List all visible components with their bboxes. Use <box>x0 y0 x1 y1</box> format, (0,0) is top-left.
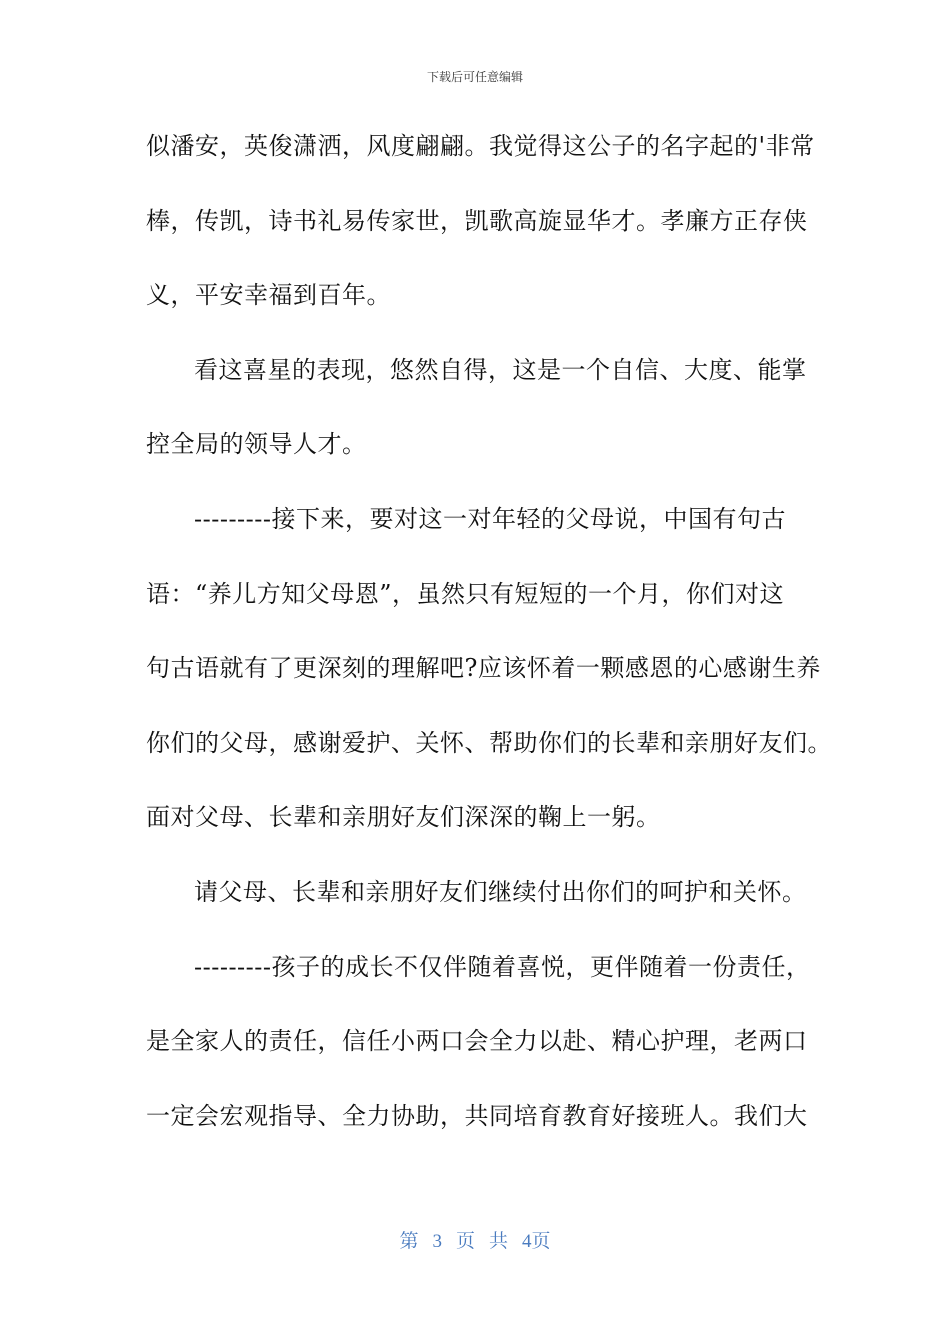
text-line: 棒，传凯，诗书礼易传家世，凯歌高旋显华才。孝廉方正存侠 <box>146 206 808 235</box>
text-line: 似潘安，英俊潇洒，风度翩翩。我觉得这公子的名字起的'非常 <box>146 132 815 160</box>
text-line: 控全局的领导人才。 <box>146 430 367 459</box>
current-page-number: 3 <box>432 1231 442 1252</box>
text-line: 一定会宏观指导、全力协助，共同培育教育好接班人。我们大 <box>146 1101 808 1130</box>
text-line: 句古语就有了更深刻的理解吧?应该怀着一颗感恩的心感谢生养 <box>146 654 821 683</box>
paragraph-start-line: 请父母、长辈和亲朋好友们继续付出你们的呵护和关怀。 <box>194 877 807 906</box>
footer-label-ye: 页 <box>455 1231 475 1252</box>
paragraph-start-line: ---------孩子的成长不仅伴随着喜悦，更伴随着一份责任， <box>194 952 811 981</box>
footer-label-di: 第 <box>399 1231 419 1252</box>
footer-label-gong: 共 <box>489 1231 509 1252</box>
document-body <box>146 126 832 1170</box>
header-note: 下载后可任意编辑 <box>426 70 523 84</box>
text-line: 是全家人的责任，信任小两口会全力以赴、精心护理，老两口 <box>146 1027 808 1056</box>
paragraph-start-line: ---------接下来，要对这一对年轻的父母说，中国有句古 <box>194 504 786 533</box>
paragraph-start-line: 看这喜星的表现，悠然自得，这是一个自信、大度、能掌 <box>194 355 807 384</box>
text-line: 语：“养儿方知父母恩”，虽然只有短短的一个月，你们对这 <box>146 579 785 608</box>
text-line: 你们的父母，感谢爱护、关怀、帮助你们的长辈和亲朋好友们。 <box>146 728 832 757</box>
total-pages: 4页 <box>522 1231 551 1252</box>
text-line: 面对父母、长辈和亲朋好友们深深的鞠上一躬。 <box>146 803 661 832</box>
text-line: 义，平安幸福到百年。 <box>146 281 391 310</box>
page-footer <box>0 1226 950 1253</box>
